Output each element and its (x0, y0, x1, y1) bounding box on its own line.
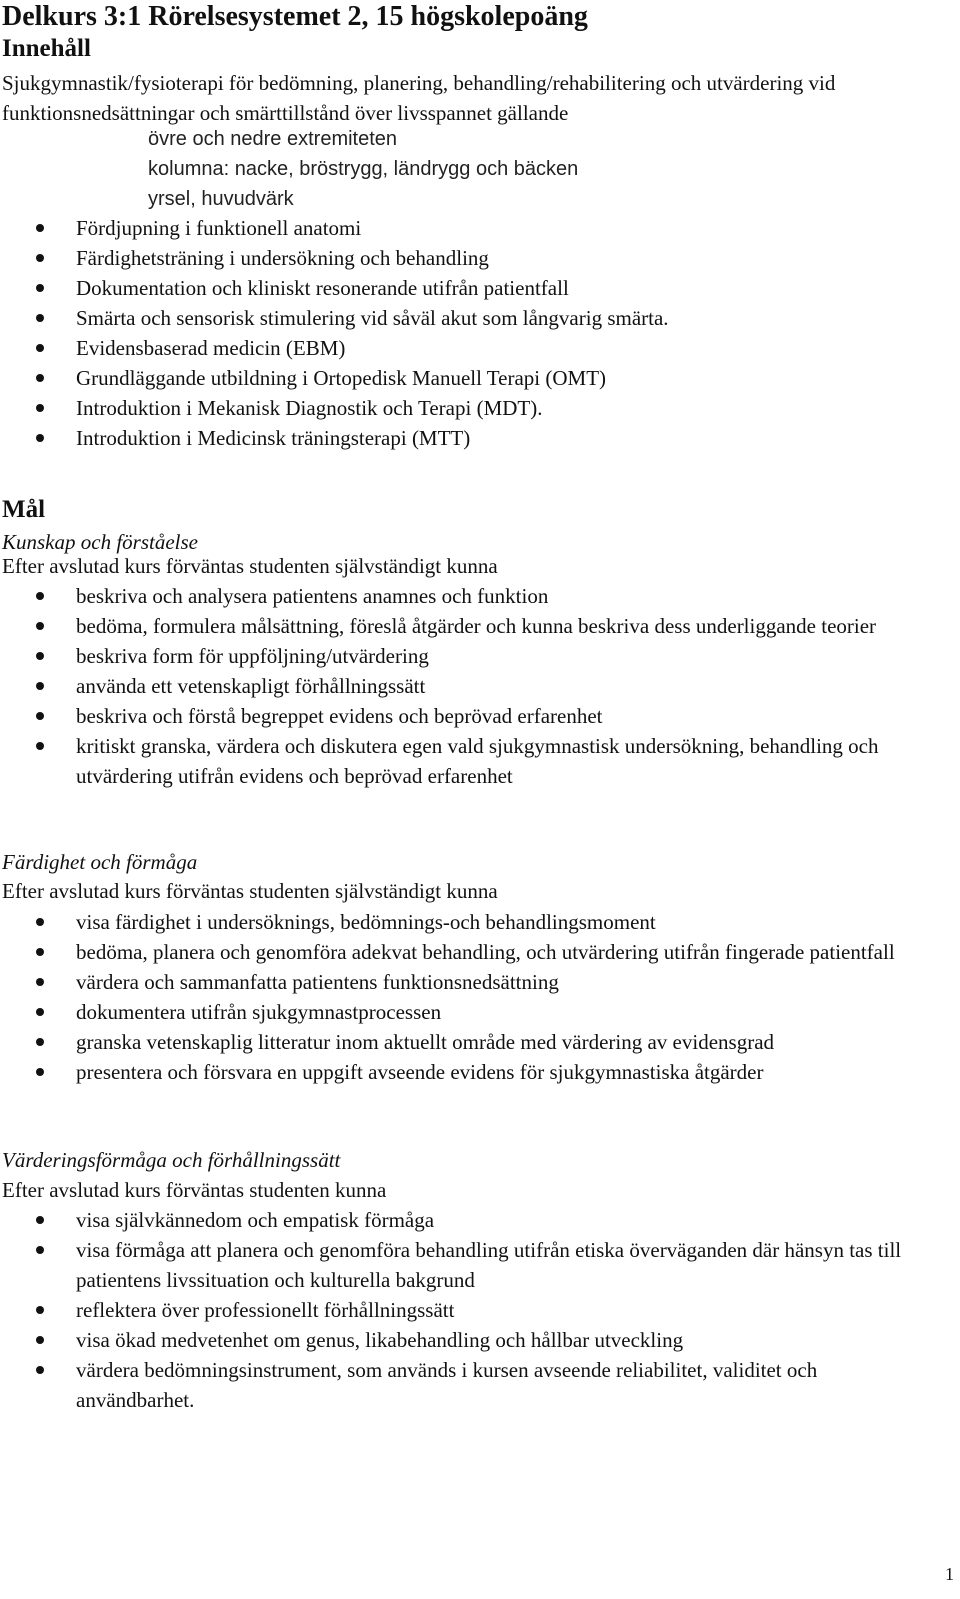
list-item: reflektera över professionellt förhållningssätt (2, 1295, 932, 1325)
list-item: dokumentera utifrån sjukgymnastprocessen (2, 997, 952, 1027)
list-item: kritiskt granska, värdera och diskutera egen vald sjukgymnastisk undersökning, behandling och utvärdering utifrån evidens och beprövad erfarenhet (2, 731, 902, 791)
list-item: visa ökad medvetenhet om genus, likabehandling och hållbar utveckling (2, 1325, 932, 1355)
list-item: bedöma, planera och genomföra adekvat behandling, och utvärdering utifrån fingerade patientfall (2, 937, 952, 967)
page-number: 1 (945, 1564, 954, 1584)
bullet-icon (36, 948, 44, 956)
list-item: beskriva form för uppföljning/utvärdering (2, 641, 902, 671)
region-list (148, 124, 578, 214)
bullet-icon (36, 682, 44, 690)
fardighet-bullet-list (2, 907, 952, 1087)
list-item: beskriva och analysera patientens anamnes och funktion (2, 581, 902, 611)
subheading-kunskap: Kunskap och förståelse (2, 530, 198, 554)
page-title: Delkurs 3:1 Rörelsesystemet 2, 15 högskolepoäng (2, 1, 588, 32)
innehall-bullet-list (2, 213, 862, 453)
list-item: Introduktion i Mekanisk Diagnostik och Terapi (MDT). (2, 393, 862, 423)
list-item: Dokumentation och kliniskt resonerande utifrån patientfall (2, 273, 862, 303)
list-item: värdera bedömningsinstrument, som används i kursen avseende reliabilitet, validitet och användbarhet. (2, 1355, 932, 1415)
bullet-icon (36, 404, 44, 412)
list-item: Introduktion i Medicinsk träningsterapi (MTT) (2, 423, 862, 453)
list-item: Färdighetsträning i undersökning och behandling (2, 243, 862, 273)
list-item: beskriva och förstå begreppet evidens och beprövad erfarenhet (2, 701, 902, 731)
list-item: Evidensbaserad medicin (EBM) (2, 333, 862, 363)
bullet-icon (36, 712, 44, 720)
bullet-icon (36, 1336, 44, 1344)
list-item: Smärta och sensorisk stimulering vid såväl akut som långvarig smärta. (2, 303, 862, 333)
bullet-icon (36, 344, 44, 352)
leadin-kunskap: Efter avslutad kurs förväntas studenten självständigt kunna (2, 554, 498, 578)
bullet-icon (36, 1306, 44, 1314)
list-item: visa självkännedom och empatisk förmåga (2, 1205, 932, 1235)
innehall-intro: Sjukgymnastik/fysioterapi för bedömning, planering, behandling/rehabilitering och utvärdering vid funktionsnedsättningar och smärttillstånd över livsspannet gällande (2, 71, 836, 125)
bullet-icon (36, 1216, 44, 1224)
bullet-icon (36, 1038, 44, 1046)
bullet-icon (36, 1366, 44, 1374)
bullet-icon (36, 742, 44, 750)
kunskap-bullet-list (2, 581, 902, 791)
bullet-icon (36, 978, 44, 986)
list-item: bedöma, formulera målsättning, föreslå åtgärder och kunna beskriva dess underliggande teorier (2, 611, 902, 641)
list-item: granska vetenskaplig litteratur inom aktuellt område med värdering av evidensgrad (2, 1027, 952, 1057)
bullet-icon (36, 254, 44, 262)
list-item: värdera och sammanfatta patientens funktionsnedsättning (2, 967, 952, 997)
list-item: presentera och försvara en uppgift avseende evidens för sjukgymnastiska åtgärder (2, 1057, 952, 1087)
bullet-icon (36, 592, 44, 600)
region-item: kolumna: nacke, bröstrygg, ländrygg och bäcken (148, 158, 579, 180)
subheading-vardering: Värderingsförmåga och förhållningssätt (2, 1148, 341, 1172)
bullet-icon (36, 1068, 44, 1076)
bullet-icon (36, 434, 44, 442)
bullet-icon (36, 1246, 44, 1254)
region-item: övre och nedre extremiteten (148, 128, 398, 150)
region-item: yrsel, huvudvärk (148, 188, 294, 210)
bullet-icon (36, 918, 44, 926)
bullet-icon (36, 284, 44, 292)
section-heading-mal: Mål (2, 496, 46, 523)
subheading-fardighet: Färdighet och förmåga (2, 850, 198, 874)
vardering-bullet-list (2, 1205, 932, 1415)
list-item: Fördjupning i funktionell anatomi (2, 213, 862, 243)
bullet-icon (36, 1008, 44, 1016)
bullet-icon (36, 314, 44, 322)
bullet-icon (36, 224, 44, 232)
section-heading-innehall: Innehåll (2, 35, 91, 62)
bullet-icon (36, 374, 44, 382)
list-item: Grundläggande utbildning i Ortopedisk Manuell Terapi (OMT) (2, 363, 862, 393)
list-item: visa förmåga att planera och genomföra behandling utifrån etiska överväganden där hänsyn tas till patientens livssituation och kulturella bakgrund (2, 1235, 932, 1295)
leadin-fardighet: Efter avslutad kurs förväntas studenten självständigt kunna (2, 879, 498, 903)
bullet-icon (36, 622, 44, 630)
leadin-vardering: Efter avslutad kurs förväntas studenten kunna (2, 1178, 387, 1202)
bullet-icon (36, 652, 44, 660)
list-item: visa färdighet i undersöknings, bedömnings-och behandlingsmoment (2, 907, 952, 937)
list-item: använda ett vetenskapligt förhållningssätt (2, 671, 902, 701)
